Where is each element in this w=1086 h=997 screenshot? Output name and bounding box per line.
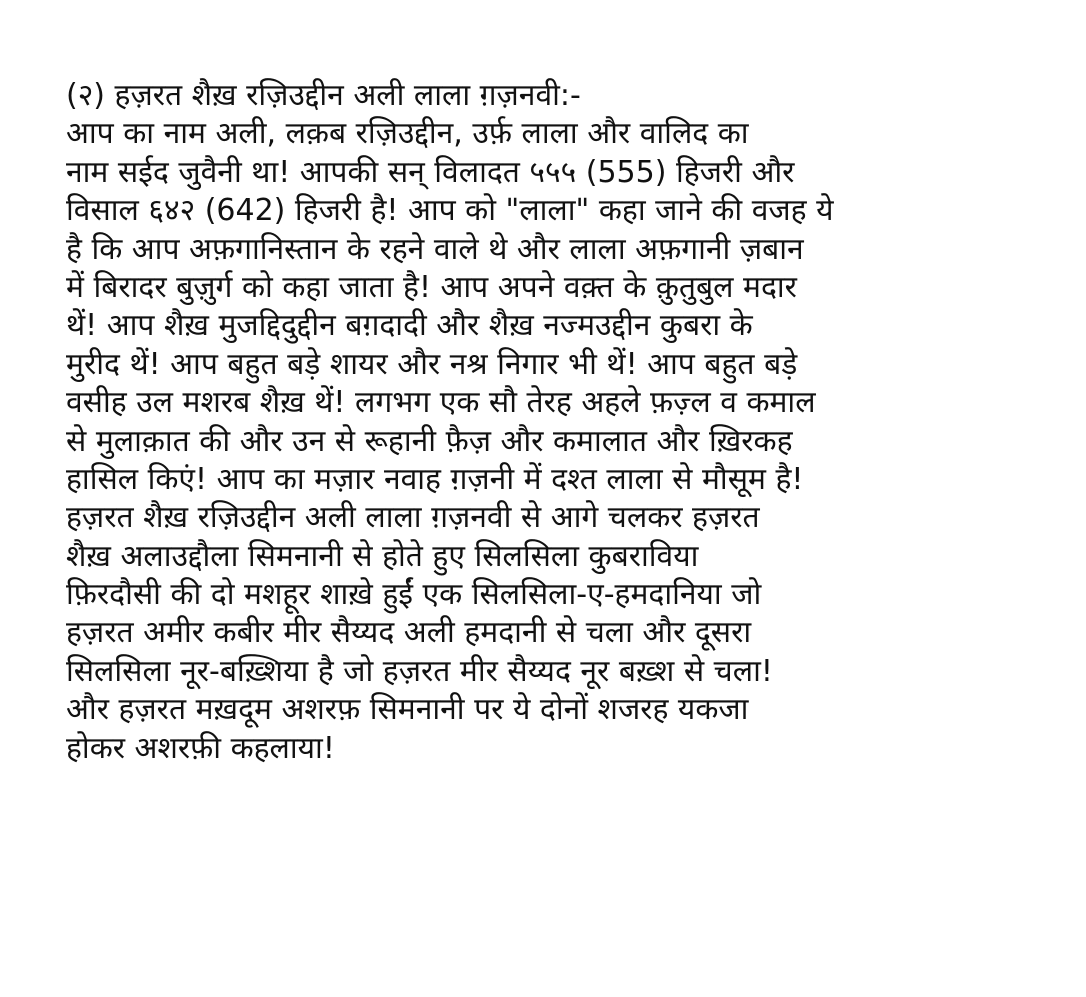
text-body	[66, 77, 1066, 768]
text-line: और हज़रत मख़दूम अशरफ़ सिमनानी पर ये दोनों शजरह यकजा	[66, 692, 749, 728]
text-line: फ़िरदौसी की दो मशहूर शाख़े हुईं एक सिलसिला-ए-हमदानिया जो	[66, 577, 762, 613]
text-line: मुरीद थें! आप बहुत बड़े शायर और नश्र निगार भी थें! आप बहुत बड़े	[66, 346, 798, 382]
text-line: है कि आप अफ़गानिस्तान के रहने वाले थे और लाला अफ़गानी ज़बान	[66, 231, 804, 267]
text-line: आप का नाम अली, लक़ब रज़िउद्दीन, उर्फ़ लाला और वालिद का	[66, 116, 749, 152]
text-line: से मुलाक़ात की और उन से रूहानी फ़ैज़ और कमालात और ख़िरकह	[66, 423, 793, 459]
text-line: वसीह उल मशरब शैख़ थें! लगभग एक सौ तेरह अहले फ़ज़्ल व कमाल	[66, 385, 816, 421]
text-line: हज़रत अमीर कबीर मीर सैय्यद अली हमदानी से चला और दूसरा	[66, 615, 752, 651]
text-line: नाम सईद जुवैनी था! आपकी सन् विलादत ५५५ (555) हिजरी और	[66, 154, 795, 190]
text-line: में बिरादर बुज़ुर्ग को कहा जाता है! आप अपने वक़्त के क़ुतुबुल मदार	[66, 269, 797, 305]
text-line: सिलसिला नूर-बख़्शिया है जो हज़रत मीर सैय्यद नूर बख़्श से चला!	[66, 653, 773, 689]
text-line: होकर अशरफ़ी कहलाया!	[66, 730, 335, 766]
text-line: शैख़ अलाउद्दौला सिमनानी से होते हुए सिलसिला कुबराविया	[66, 538, 699, 574]
text-line: थें! आप शैख़ मुजद्दिदुद्दीन बग़दादी और शैख़ नज्मउद्दीन कुबरा के	[66, 308, 753, 344]
text-line: हज़रत शैख़ रज़िउद्दीन अली लाला ग़ज़नवी से आगे चलकर हज़रत	[66, 500, 760, 536]
heading-line: (२) हज़रत शैख़ रज़िउद्दीन अली लाला ग़ज़नवी:-	[66, 78, 581, 113]
text-line: विसाल ६४२ (642) हिजरी है! आप को "लाला" कहा जाने की वजह ये	[66, 193, 834, 229]
text-line: हासिल किएं! आप का मज़ार नवाह ग़ज़नी में दश्त लाला से मौसूम है!	[66, 461, 804, 497]
